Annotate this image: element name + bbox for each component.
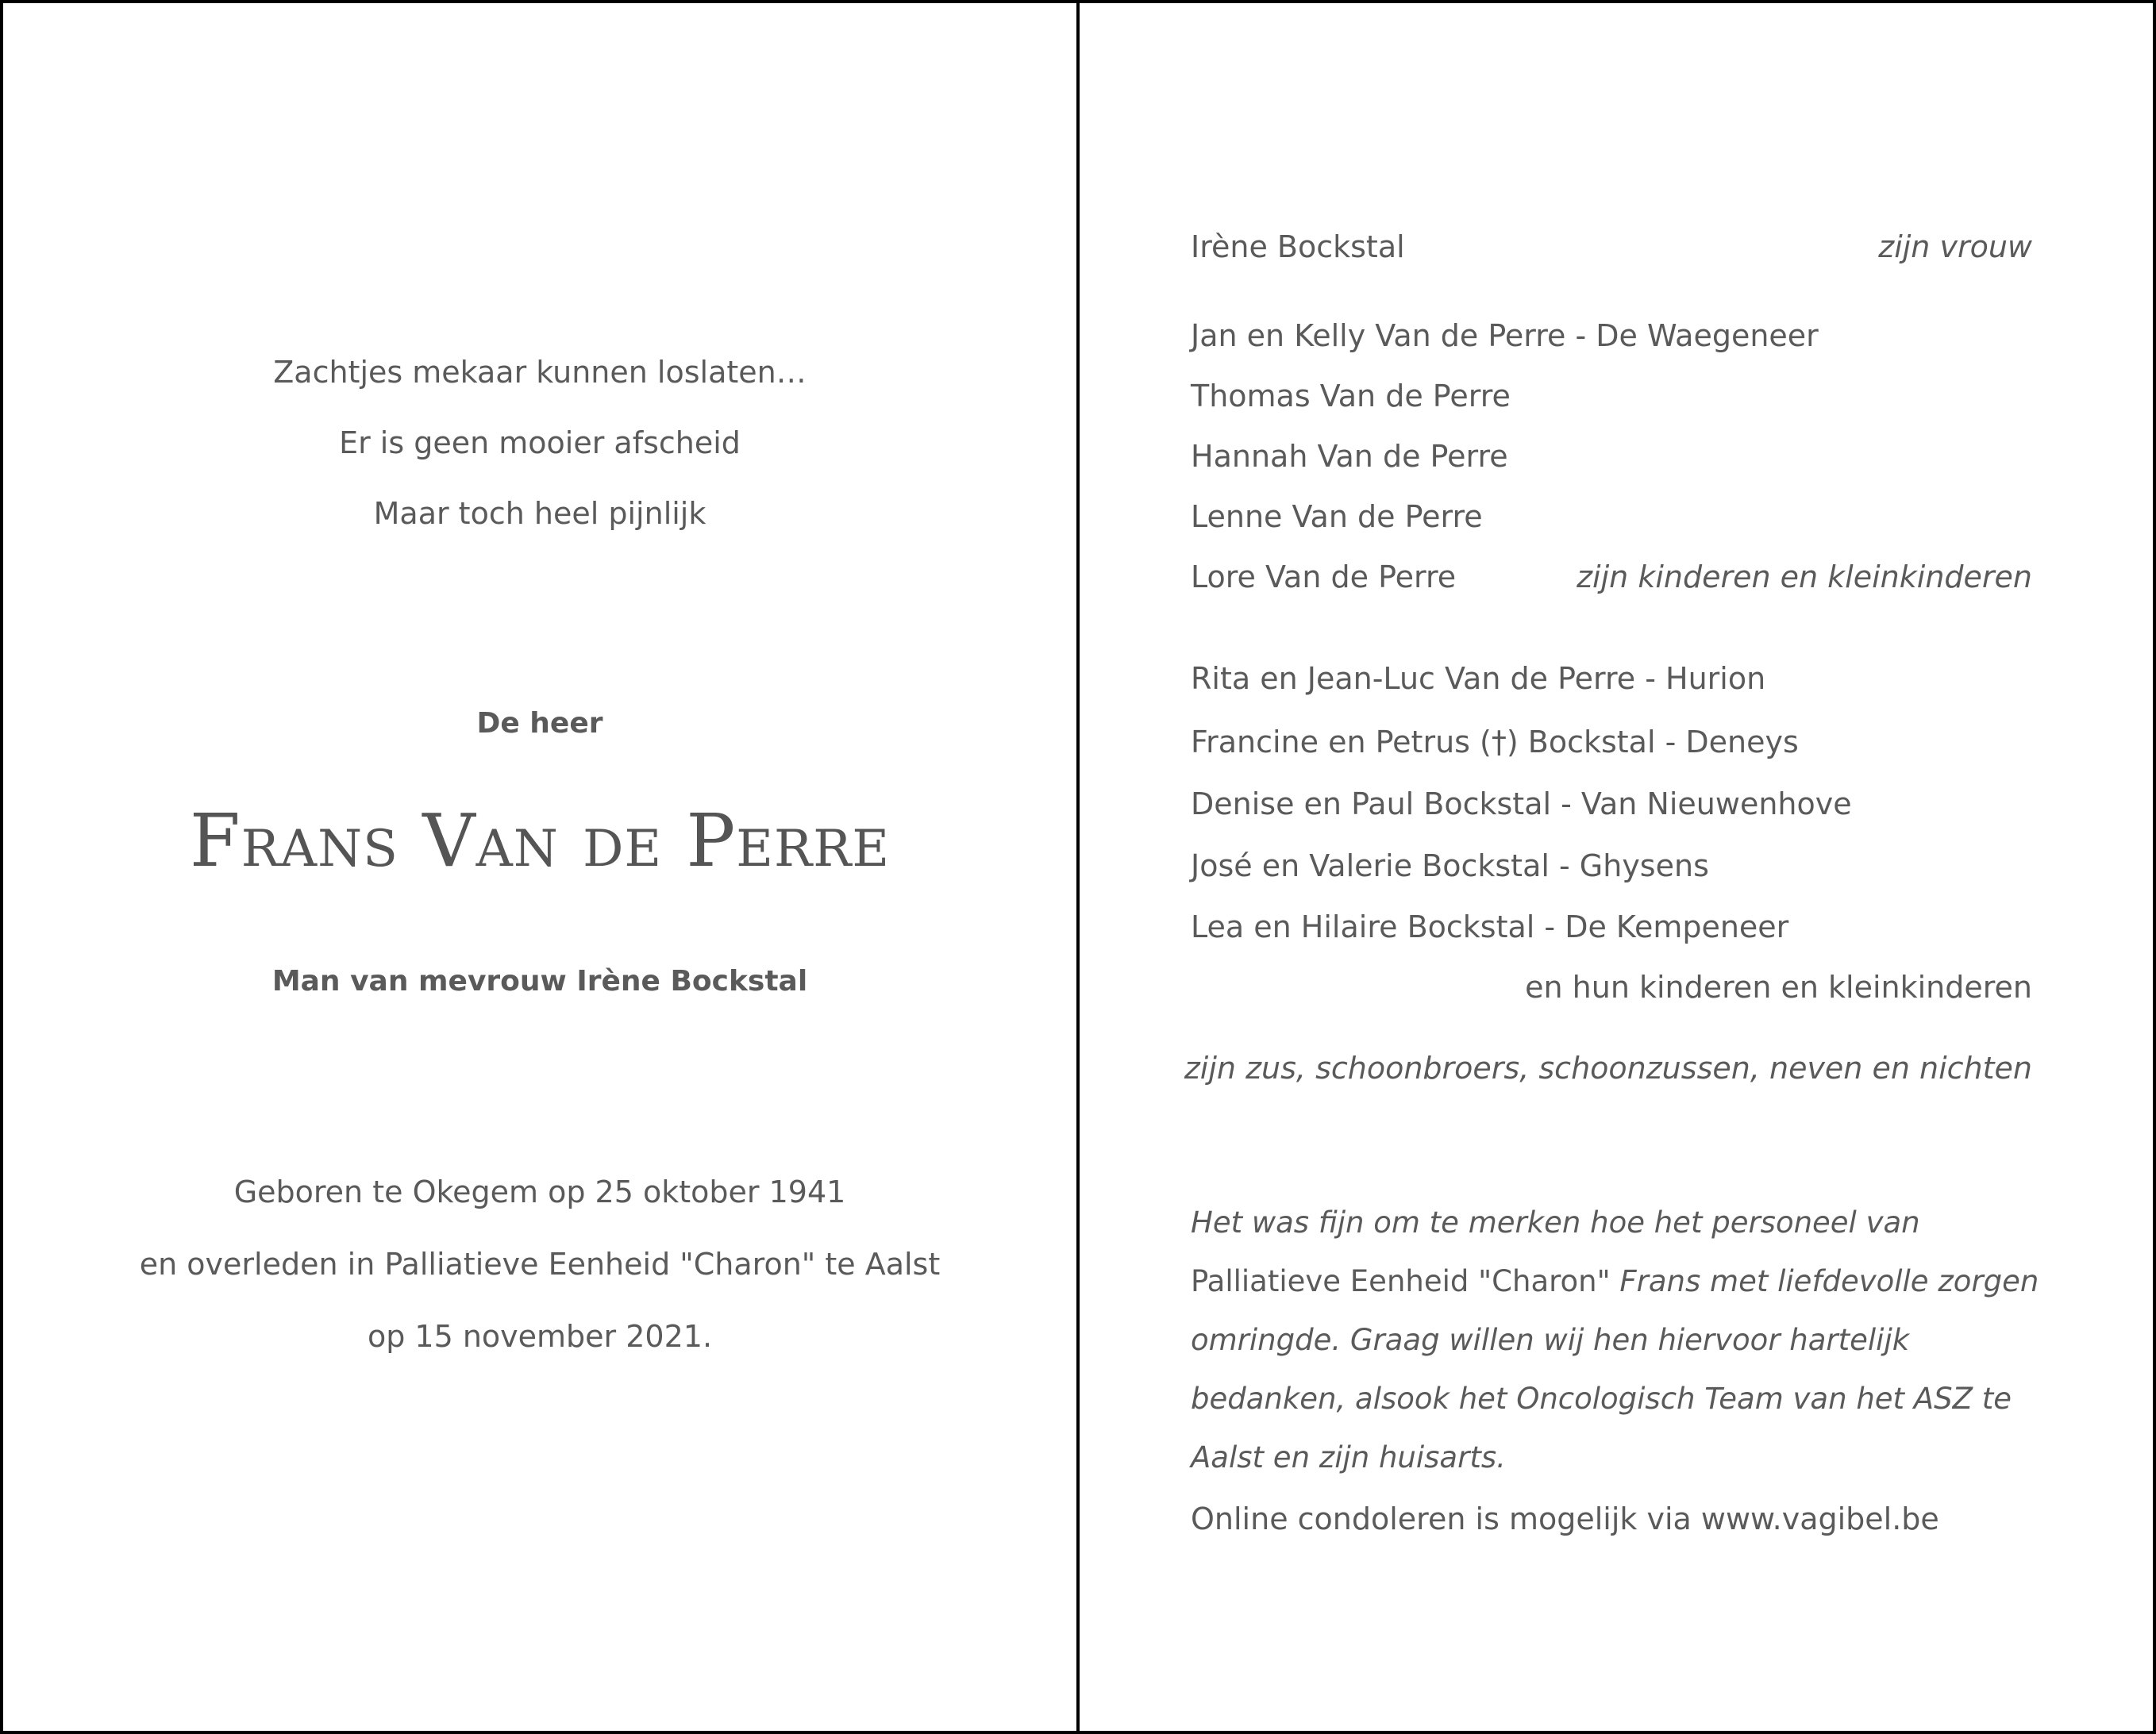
sibling-row-3 bbox=[1191, 786, 2032, 821]
online-condolence-row bbox=[1191, 1501, 2032, 1536]
poem-line-2: Er is geen mooier afscheid bbox=[339, 425, 741, 460]
death-date-line: op 15 november 2021. bbox=[367, 1319, 713, 1354]
wife-row bbox=[1191, 229, 2032, 264]
sibling-row-4 bbox=[1191, 848, 2032, 883]
sibling-name: Lea en Hilaire Bockstal - De Kempeneer bbox=[1191, 909, 1789, 944]
spouse-line: Man van mevrouw Irène Bockstal bbox=[271, 965, 808, 998]
child-row-1 bbox=[1191, 318, 2032, 353]
death-place-line: en overleden in Palliatieve Eenheid "Charon" te Aalst bbox=[139, 1247, 941, 1282]
online-condolence-text: Online condoleren is mogelijk via www.vagibel.be bbox=[1191, 1501, 1939, 1536]
child-row-3 bbox=[1191, 439, 2032, 474]
deceased-name: Frans Van de Perre bbox=[189, 798, 891, 883]
child-name: Jan en Kelly Van de Perre - De Waegeneer bbox=[1191, 318, 1819, 353]
child-row-5 bbox=[1191, 559, 2032, 594]
sibling-name: José en Valerie Bockstal - Ghysens bbox=[1191, 848, 1709, 883]
sibling-name: Denise en Paul Bockstal - Van Nieuwenhove bbox=[1191, 786, 1852, 821]
grandchild-name: Lore Van de Perre bbox=[1191, 559, 1457, 594]
sibling-name: Francine en Petrus (†) Bockstal - Deneys bbox=[1191, 725, 1799, 759]
child-row-4 bbox=[1191, 499, 2032, 534]
thanks-part-3: Frans met liefdevolle zorgen omringde. Graag willen wij hen hiervoor hartelijk bedanken, alsook het Oncologisch Team van het ASZ te Aalst en zijn huisarts. bbox=[1191, 1264, 2039, 1474]
sibling-row-1 bbox=[1191, 663, 2032, 694]
grandchild-name: Lenne Van de Perre bbox=[1191, 499, 1483, 534]
siblings-children-line: en hun kinderen en kleinkinderen bbox=[1525, 970, 2032, 1005]
child-row-2 bbox=[1191, 381, 2032, 411]
grandchild-name: Hannah Van de Perre bbox=[1191, 439, 1508, 474]
poem-line-1: Zachtjes mekaar kunnen loslaten… bbox=[273, 355, 807, 390]
family-relation-line: zijn zus, schoonbroers, schoonzussen, neven en nichten bbox=[1184, 1051, 2032, 1086]
wife-name: Irène Bockstal bbox=[1191, 229, 1405, 264]
honorific: De heer bbox=[476, 707, 603, 740]
right-page bbox=[1076, 0, 2156, 1734]
grandchild-name: Thomas Van de Perre bbox=[1191, 379, 1511, 413]
thanks-part-1: Het was fijn om te merken hoe het personeel van bbox=[1191, 1205, 1920, 1240]
birth-line: Geboren te Okegem op 25 oktober 1941 bbox=[233, 1175, 846, 1209]
thanks-paragraph bbox=[1191, 1194, 2064, 1487]
sibling-name: Rita en Jean-Luc Van de Perre - Hurion bbox=[1191, 661, 1766, 696]
thanks-part-2: Palliatieve Eenheid "Charon" bbox=[1191, 1264, 1611, 1298]
poem-line-3: Maar toch heel pijnlijk bbox=[373, 496, 706, 531]
sibling-row-2 bbox=[1191, 727, 2032, 757]
children-relation: zijn kinderen en kleinkinderen bbox=[1577, 559, 2032, 594]
wife-relation: zijn vrouw bbox=[1878, 229, 2032, 264]
sibling-row-5 bbox=[1191, 909, 2032, 944]
